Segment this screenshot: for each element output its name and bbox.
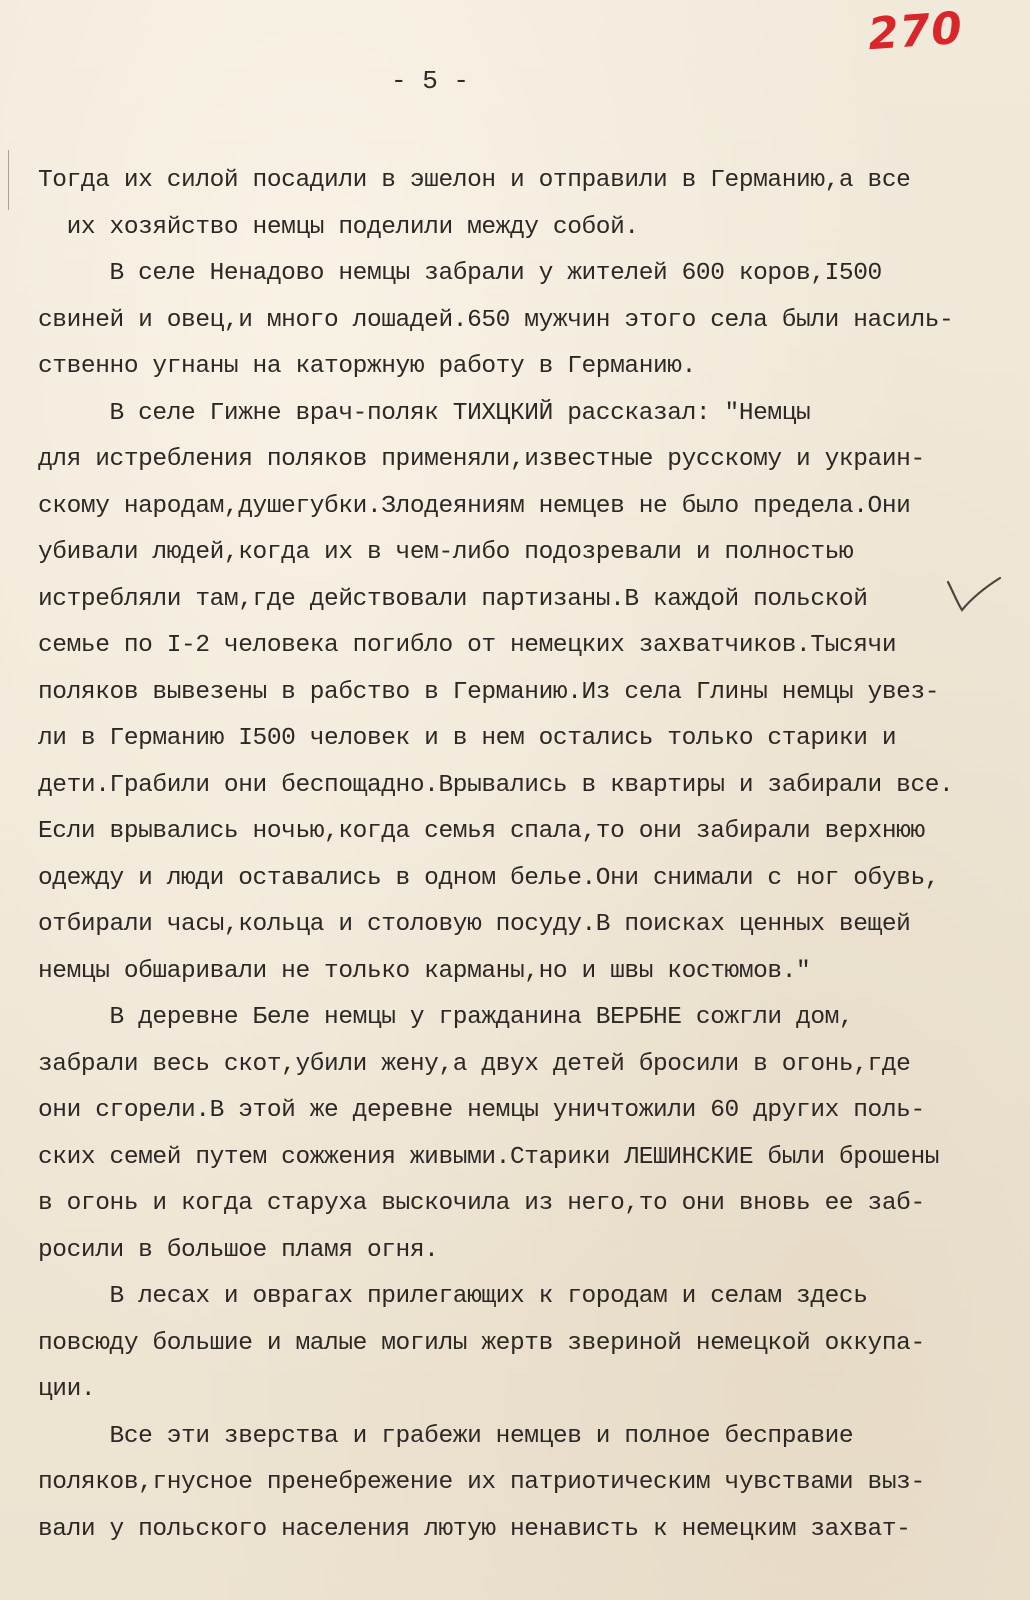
- text-line: В селе Ненадово немцы забрали у жителей 600 коров,I500: [38, 260, 882, 287]
- text-line: ции.: [38, 1376, 96, 1403]
- text-line: истребляли там,где действовали партизаны.В каждой польской: [38, 585, 868, 613]
- text-line: ских семей путем сожжения живыми.Старики ЛЕШИНСКИЕ были брошены: [38, 1143, 940, 1171]
- text-line: В лесах и оврагах прилегающих к городам и селам здесь: [38, 1283, 868, 1310]
- text-line: В деревне Беле немцы у гражданина ВЕРБНЕ сожгли дом,: [38, 1004, 854, 1031]
- text-line: они сгорели.В этой же деревне немцы уничтожили 60 других поль-: [38, 1097, 925, 1124]
- text-line: скому народам,душегубки.Злодеяниям немцев не было предела.Они: [38, 492, 911, 520]
- text-line: убивали людей,когда их в чем-либо подозревали и полностью: [38, 539, 854, 566]
- text-line: ственно угнаны на каторжную работу в Германию.: [38, 353, 696, 380]
- text-line: для истребления поляков применяли,известные русскому и украин-: [38, 446, 925, 473]
- archive-sheet-number: 270: [866, 2, 965, 61]
- margin-mark: [8, 150, 9, 210]
- text-line: их хозяйство немцы поделили между собой.: [38, 213, 639, 241]
- text-line: в огонь и когда старуха выскочила из него,то они вновь ее заб-: [38, 1190, 925, 1217]
- text-line: росили в большое пламя огня.: [38, 1236, 439, 1264]
- text-line: поляков,гнусное пренебрежение их патриотическим чувствами выз-: [38, 1469, 925, 1496]
- text-line: свиней и овец,и много лошадей.650 мужчин этого села были насиль-: [38, 306, 954, 334]
- text-line: одежду и люди оставались в одном белье.Они снимали с ног обувь,: [38, 864, 940, 892]
- text-line: ли в Германию I500 человек и в нем остались только старики и: [38, 725, 897, 752]
- text-line: В селе Гижне врач-поляк ТИХЦКИЙ рассказал: "Немцы: [38, 399, 811, 427]
- text-line: дети.Грабили они беспощадно.Врывались в квартиры и забирали все.: [38, 771, 954, 799]
- text-line: семье по I-2 человека погибло от немецких захватчиков.Тысячи: [38, 632, 897, 659]
- check-mark-icon: [944, 574, 1004, 614]
- text-line: Если врывались ночью,когда семья спала,то они забирали верхнюю: [38, 818, 925, 845]
- page-number: - 5 -: [390, 66, 469, 96]
- text-line: поляков вывезены в рабство в Германию.Из села Глины немцы увез-: [38, 678, 940, 706]
- text-line: немцы обшаривали не только карманы,но и швы костюмов.": [38, 957, 811, 985]
- text-line: повсюду большие и малые могилы жертв звериной немецкой оккупа-: [38, 1329, 925, 1357]
- text-line: забрали весь скот,убили жену,а двух детей бросили в огонь,где: [38, 1050, 911, 1078]
- typewritten-text: [38, 158, 1018, 1553]
- text-line: отбирали часы,кольца и столовую посуду.В поисках ценных вещей: [38, 911, 911, 938]
- text-line: Все эти зверства и грабежи немцев и полное бесправие: [38, 1422, 854, 1450]
- text-line: вали у польского населения лютую ненависть к немецким захват-: [38, 1515, 911, 1543]
- text-line: Тогда их силой посадили в эшелон и отправили в Германию,а все: [38, 167, 911, 194]
